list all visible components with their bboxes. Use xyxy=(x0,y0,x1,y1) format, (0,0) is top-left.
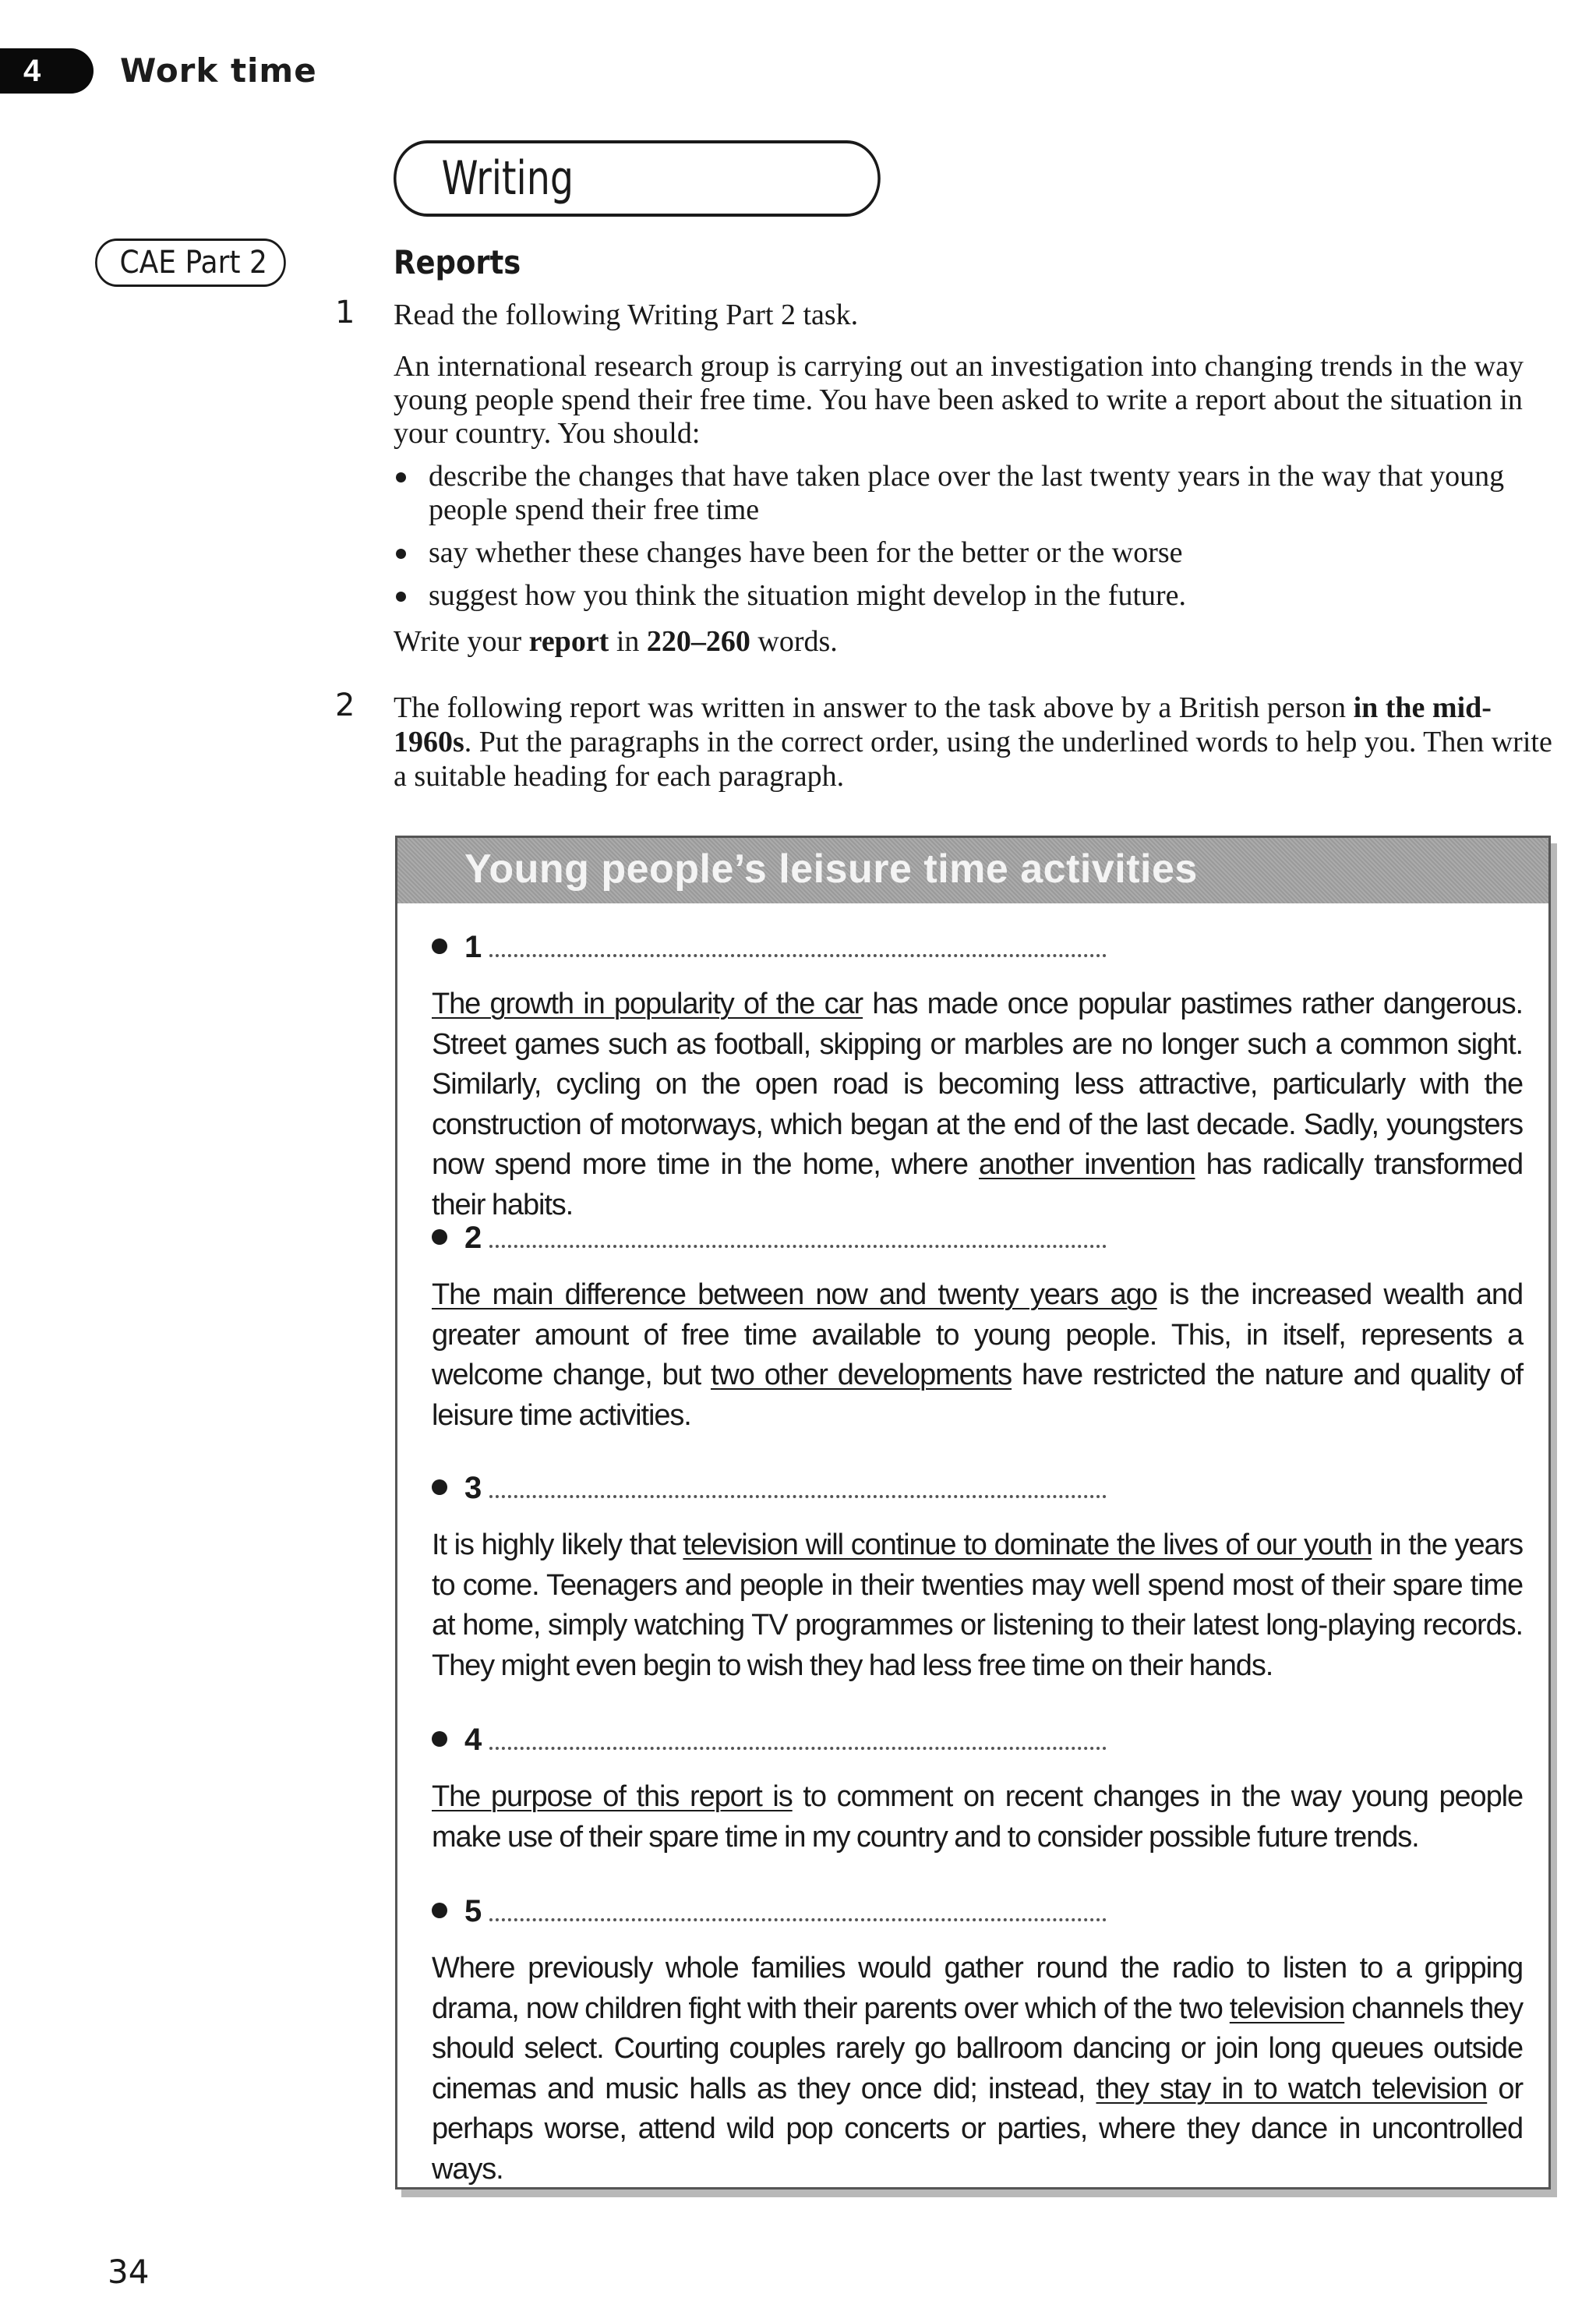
section-title: Writing xyxy=(394,140,881,217)
paragraph-number: 1 xyxy=(464,930,482,964)
underlined-cue-words: television will continue to dominate the lives of our youth xyxy=(683,1529,1372,1561)
paragraph-heading-line xyxy=(432,1221,1523,1260)
heading-blank[interactable] xyxy=(489,1231,1107,1248)
bullet-icon xyxy=(432,1229,447,1245)
task-bullet: say whether these changes have been for the better or the worse xyxy=(394,536,1527,570)
paragraph-text-segment: to comment on recent changes in the way young people make use of their spare time in my country and to consider possible future trends. xyxy=(432,1780,1523,1854)
unit-title: Work time xyxy=(120,51,317,90)
exam-part-label: CAE Part 2 xyxy=(95,239,286,287)
paragraph-text-segment: Where previously whole families would gather round the radio to listen to a gripping drama, now children fight with their parents over which of the two xyxy=(432,1952,1523,2025)
paragraph-number: 2 xyxy=(464,1221,482,1255)
paragraph-heading-line xyxy=(432,930,1523,969)
task-description: An international research group is carrying out an investigation into changing trends in the way young people spend their free time. You have been asked to write a report about the situation in your country. You should: xyxy=(394,350,1524,450)
paragraph-text-segment: or perhaps worse, attend wild pop concerts or parties, where they dance in uncontrolled ways. xyxy=(432,2072,1523,2186)
underlined-cue-words: The purpose of this report is xyxy=(432,1780,793,1813)
paragraph-text-segment: It is highly likely that xyxy=(432,1529,683,1561)
paragraph-number: 3 xyxy=(464,1471,482,1505)
underlined-cue-words: The main difference between now and twenty years ago xyxy=(432,1278,1157,1311)
paragraph-heading-line xyxy=(432,1723,1523,1762)
paragraph-text xyxy=(432,1949,1523,2189)
paragraph-text-segment: has radically transformed their habits. xyxy=(432,1148,1523,1221)
paragraph-text xyxy=(432,1525,1523,1686)
underlined-cue-words: another invention xyxy=(979,1148,1195,1181)
page-number: 34 xyxy=(108,2253,150,2291)
underlined-cue-words: two other developments xyxy=(710,1359,1012,1391)
paragraph-text-segment: channels they should select. Courting couples rarely go ballroom dancing or join long queues outside cinemas and music halls as they once did; instead, xyxy=(432,1992,1523,2105)
question-2-number: 2 xyxy=(335,687,355,723)
report-title-banner xyxy=(397,838,1548,903)
underlined-cue-words: television xyxy=(1229,1992,1345,2025)
bullet-icon xyxy=(432,1479,447,1495)
report-paragraph xyxy=(432,1471,1523,1686)
bullet-icon xyxy=(432,938,447,954)
heading-blank[interactable] xyxy=(489,1904,1107,1921)
underlined-cue-words: The growth in popularity of the car xyxy=(432,988,863,1020)
question-1-number: 1 xyxy=(335,295,355,330)
subsection-heading: Reports xyxy=(394,243,521,281)
paragraph-text-segment: has made once popular pastimes rather dangerous. Street games such as football, skipping or marbles are no longer such a common sight. Similarly, cycling on the open road is becoming less attractive, particularly with the construction of motorways, which began at the end of the last decade. Sadly, youngsters now spend more time in the home, where xyxy=(432,988,1523,1181)
report-paragraph xyxy=(432,1221,1523,1436)
task-bullet-list xyxy=(394,460,1527,622)
bullet-icon xyxy=(432,1903,447,1918)
word-limit-instruction: Write your report in 220–260 words. xyxy=(394,625,838,658)
paragraph-heading-line xyxy=(432,1894,1523,1933)
paragraph-text xyxy=(432,984,1523,1225)
heading-blank[interactable] xyxy=(489,1481,1107,1498)
paragraph-heading-line xyxy=(432,1471,1523,1510)
paragraph-text-segment: in the years to come. Teenagers and people in their twenties may well spend most of their spare time at home, simply watching TV programmes or listening to their latest long-playing records. They might even begin to wish they had less free time on their hands. xyxy=(432,1529,1523,1682)
report-box xyxy=(395,836,1551,2189)
paragraph-text-segment: is the increased wealth and greater amount of free time available to young people. This, in itself, represents a welcome change, but xyxy=(432,1278,1523,1391)
heading-blank[interactable] xyxy=(489,1733,1107,1750)
underlined-cue-words: they stay in to watch television xyxy=(1096,2072,1488,2105)
report-paragraph xyxy=(432,1894,1523,2189)
unit-number-badge: 4 xyxy=(0,48,94,94)
report-paragraph xyxy=(432,930,1523,1225)
question-1-instruction: Read the following Writing Part 2 task. xyxy=(394,299,859,331)
task-bullet: suggest how you think the situation might develop in the future. xyxy=(394,579,1527,613)
paragraph-text-segment: have restricted the nature and quality of leisure time activities. xyxy=(432,1359,1523,1432)
report-title: Young people’s leisure time activities xyxy=(464,846,1198,892)
paragraph-number: 4 xyxy=(464,1723,482,1757)
report-paragraph xyxy=(432,1723,1523,1857)
question-2-instruction: The following report was written in answer to the task above by a British person in the mid-1960s. Put the paragraphs in the correct order, using the underlined words to help you. Then write a suitable heading for each paragraph. xyxy=(394,691,1552,793)
paragraph-number: 5 xyxy=(464,1894,482,1928)
bullet-icon xyxy=(432,1731,447,1747)
paragraph-text xyxy=(432,1777,1523,1857)
heading-blank[interactable] xyxy=(489,940,1107,957)
paragraph-text xyxy=(432,1275,1523,1436)
task-bullet: describe the changes that have taken place over the last twenty years in the way that young people spend their free time xyxy=(394,460,1527,527)
